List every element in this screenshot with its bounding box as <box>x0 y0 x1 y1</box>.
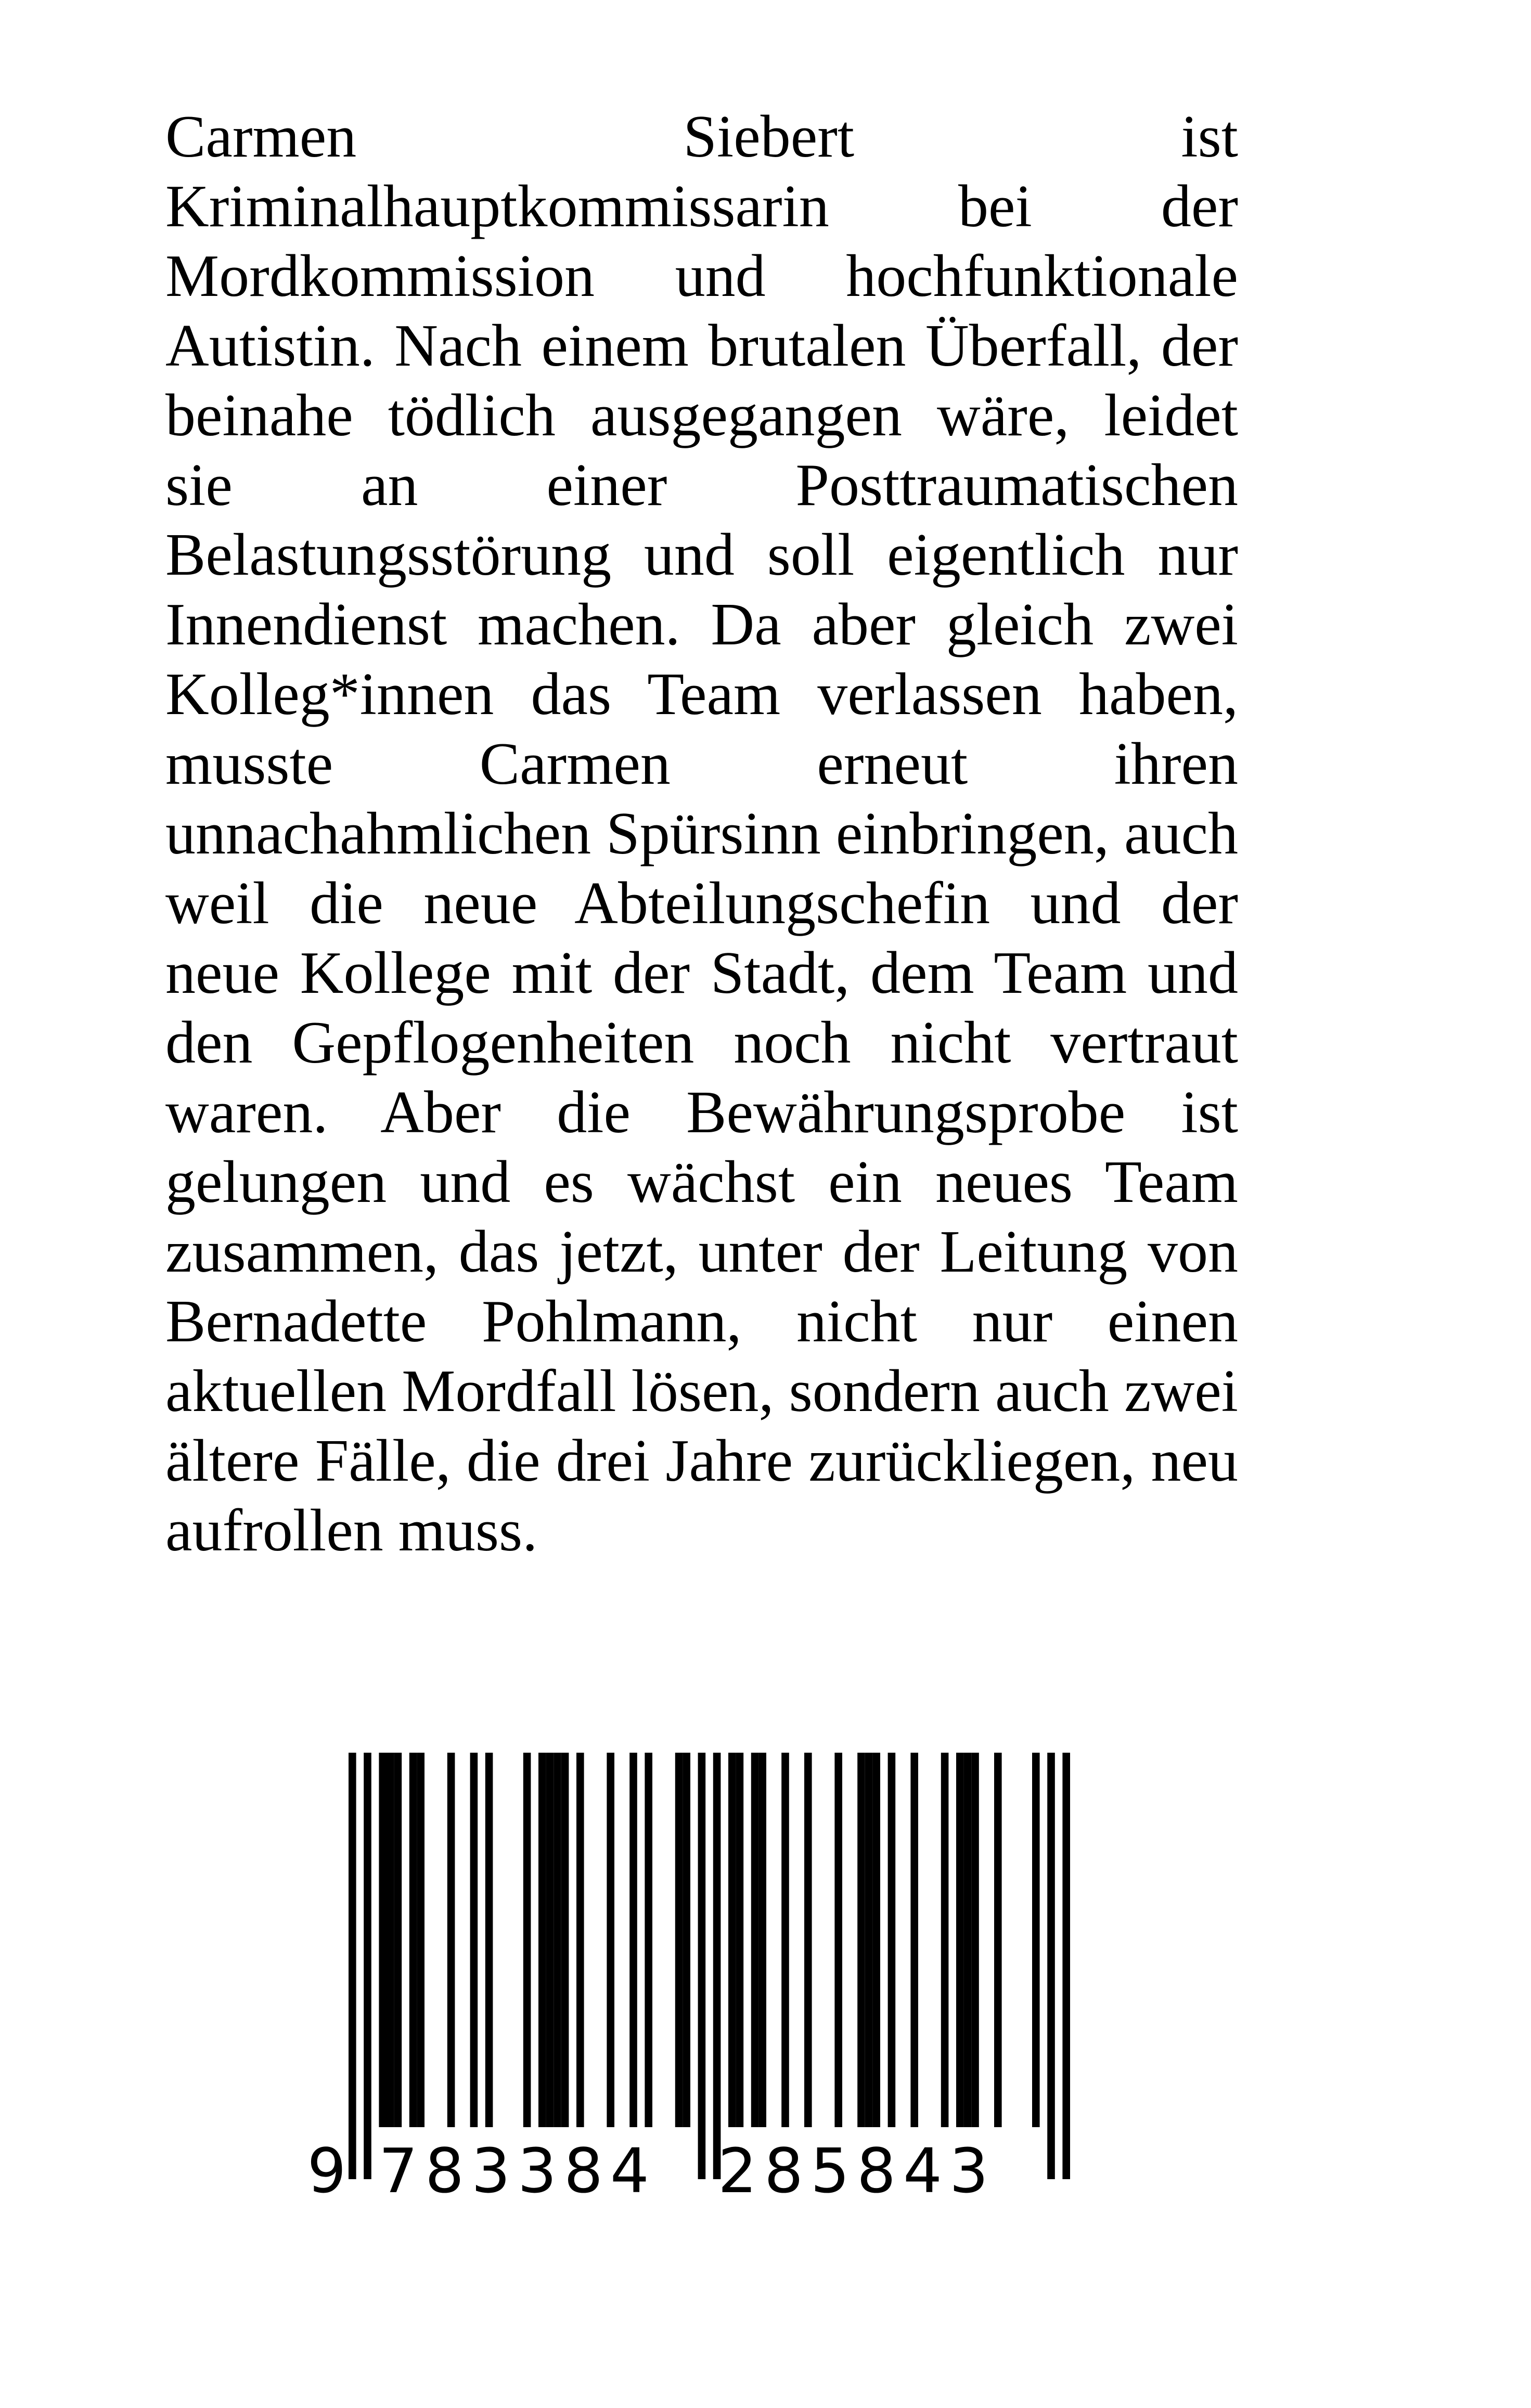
barcode-bar <box>554 1753 561 2127</box>
barcode-bar <box>834 1753 842 2127</box>
barcode-bar <box>629 1753 637 2127</box>
blurb-text: Carmen Siebert ist Kriminalhauptkommissarin bei der Mordkommission und hochfunktionale Autistin. Nach einem brutalen Überfall, der beinahe tödlich ausgegangen wäre, leidet sie an einer Posttraumatischen Belastungsstörung und soll eigentlich nur Innendienst machen. Da aber gleich zwei Kolleg*innen das Team verlassen haben, musste Carmen erneut ihren unnachahmlichen Spürsinn einbringen, auch weil die neue Abteilungschefin und der neue Kollege mit der Stadt, dem Team und den Gepflogenheiten noch nicht vertraut waren. Aber die Bewährungsprobe ist gelungen und es wächst ein neues Team zusammen, das jetzt, unter der Leitung von Bernadette Pohlmann, nicht nur einen aktuellen Mordfall lösen, sondern auch zwei ältere Fälle, die drei Jahre zurückliegen, neu aufrollen muss. <box>165 103 1238 1564</box>
barcode-bar <box>857 1753 865 2127</box>
barcode-bar <box>417 1753 424 2127</box>
barcode-bar <box>888 1753 896 2127</box>
barcode-bar <box>804 1753 812 2127</box>
barcode-bar <box>751 1753 759 2127</box>
barcode-bar <box>409 1753 417 2127</box>
barcode-bar <box>538 1753 546 2127</box>
barcode-bar <box>645 1753 652 2127</box>
isbn-barcode <box>307 1747 1087 2200</box>
barcode-bar <box>546 1753 554 2127</box>
barcode-guard-bar <box>349 1753 356 2179</box>
barcode-guard-bar <box>1062 1753 1070 2179</box>
barcode-bar <box>394 1753 402 2127</box>
barcode-bar <box>994 1753 1002 2127</box>
barcode-bar <box>683 1753 690 2127</box>
barcode-bar <box>485 1753 493 2127</box>
barcode-bar <box>971 1753 979 2127</box>
barcode-bar <box>736 1753 744 2127</box>
barcode-bar <box>910 1753 918 2127</box>
barcode-guard-bar <box>1047 1753 1055 2179</box>
barcode-bar <box>576 1753 584 2127</box>
barcode-bar <box>470 1753 478 2127</box>
barcode-lead-digit: 9 <box>307 2135 346 2200</box>
barcode-bar <box>781 1753 789 2127</box>
barcode-bar <box>865 1753 873 2127</box>
barcode-bar <box>387 1753 394 2127</box>
barcode-right-digits: 285843 <box>718 2135 988 2200</box>
barcode-guard-bar <box>364 1753 371 2179</box>
barcode-bar <box>956 1753 964 2127</box>
barcode-bar <box>379 1753 387 2127</box>
barcode-bar <box>561 1753 569 2127</box>
barcode-bar <box>675 1753 683 2127</box>
barcode-guard-bar <box>713 1753 721 2179</box>
barcode-bar <box>964 1753 972 2127</box>
barcode-bar <box>607 1753 614 2127</box>
barcode-bar <box>523 1753 531 2127</box>
barcode-left-digits: 783384 <box>379 2135 649 2200</box>
barcode-guard-bar <box>698 1753 706 2179</box>
barcode-graphic <box>307 1747 1087 2200</box>
barcode-bar <box>447 1753 455 2127</box>
barcode-bar <box>728 1753 736 2127</box>
barcode-bar <box>872 1753 880 2127</box>
barcode-bar <box>1032 1753 1040 2127</box>
barcode-bar <box>758 1753 766 2127</box>
barcode-bar <box>941 1753 949 2127</box>
